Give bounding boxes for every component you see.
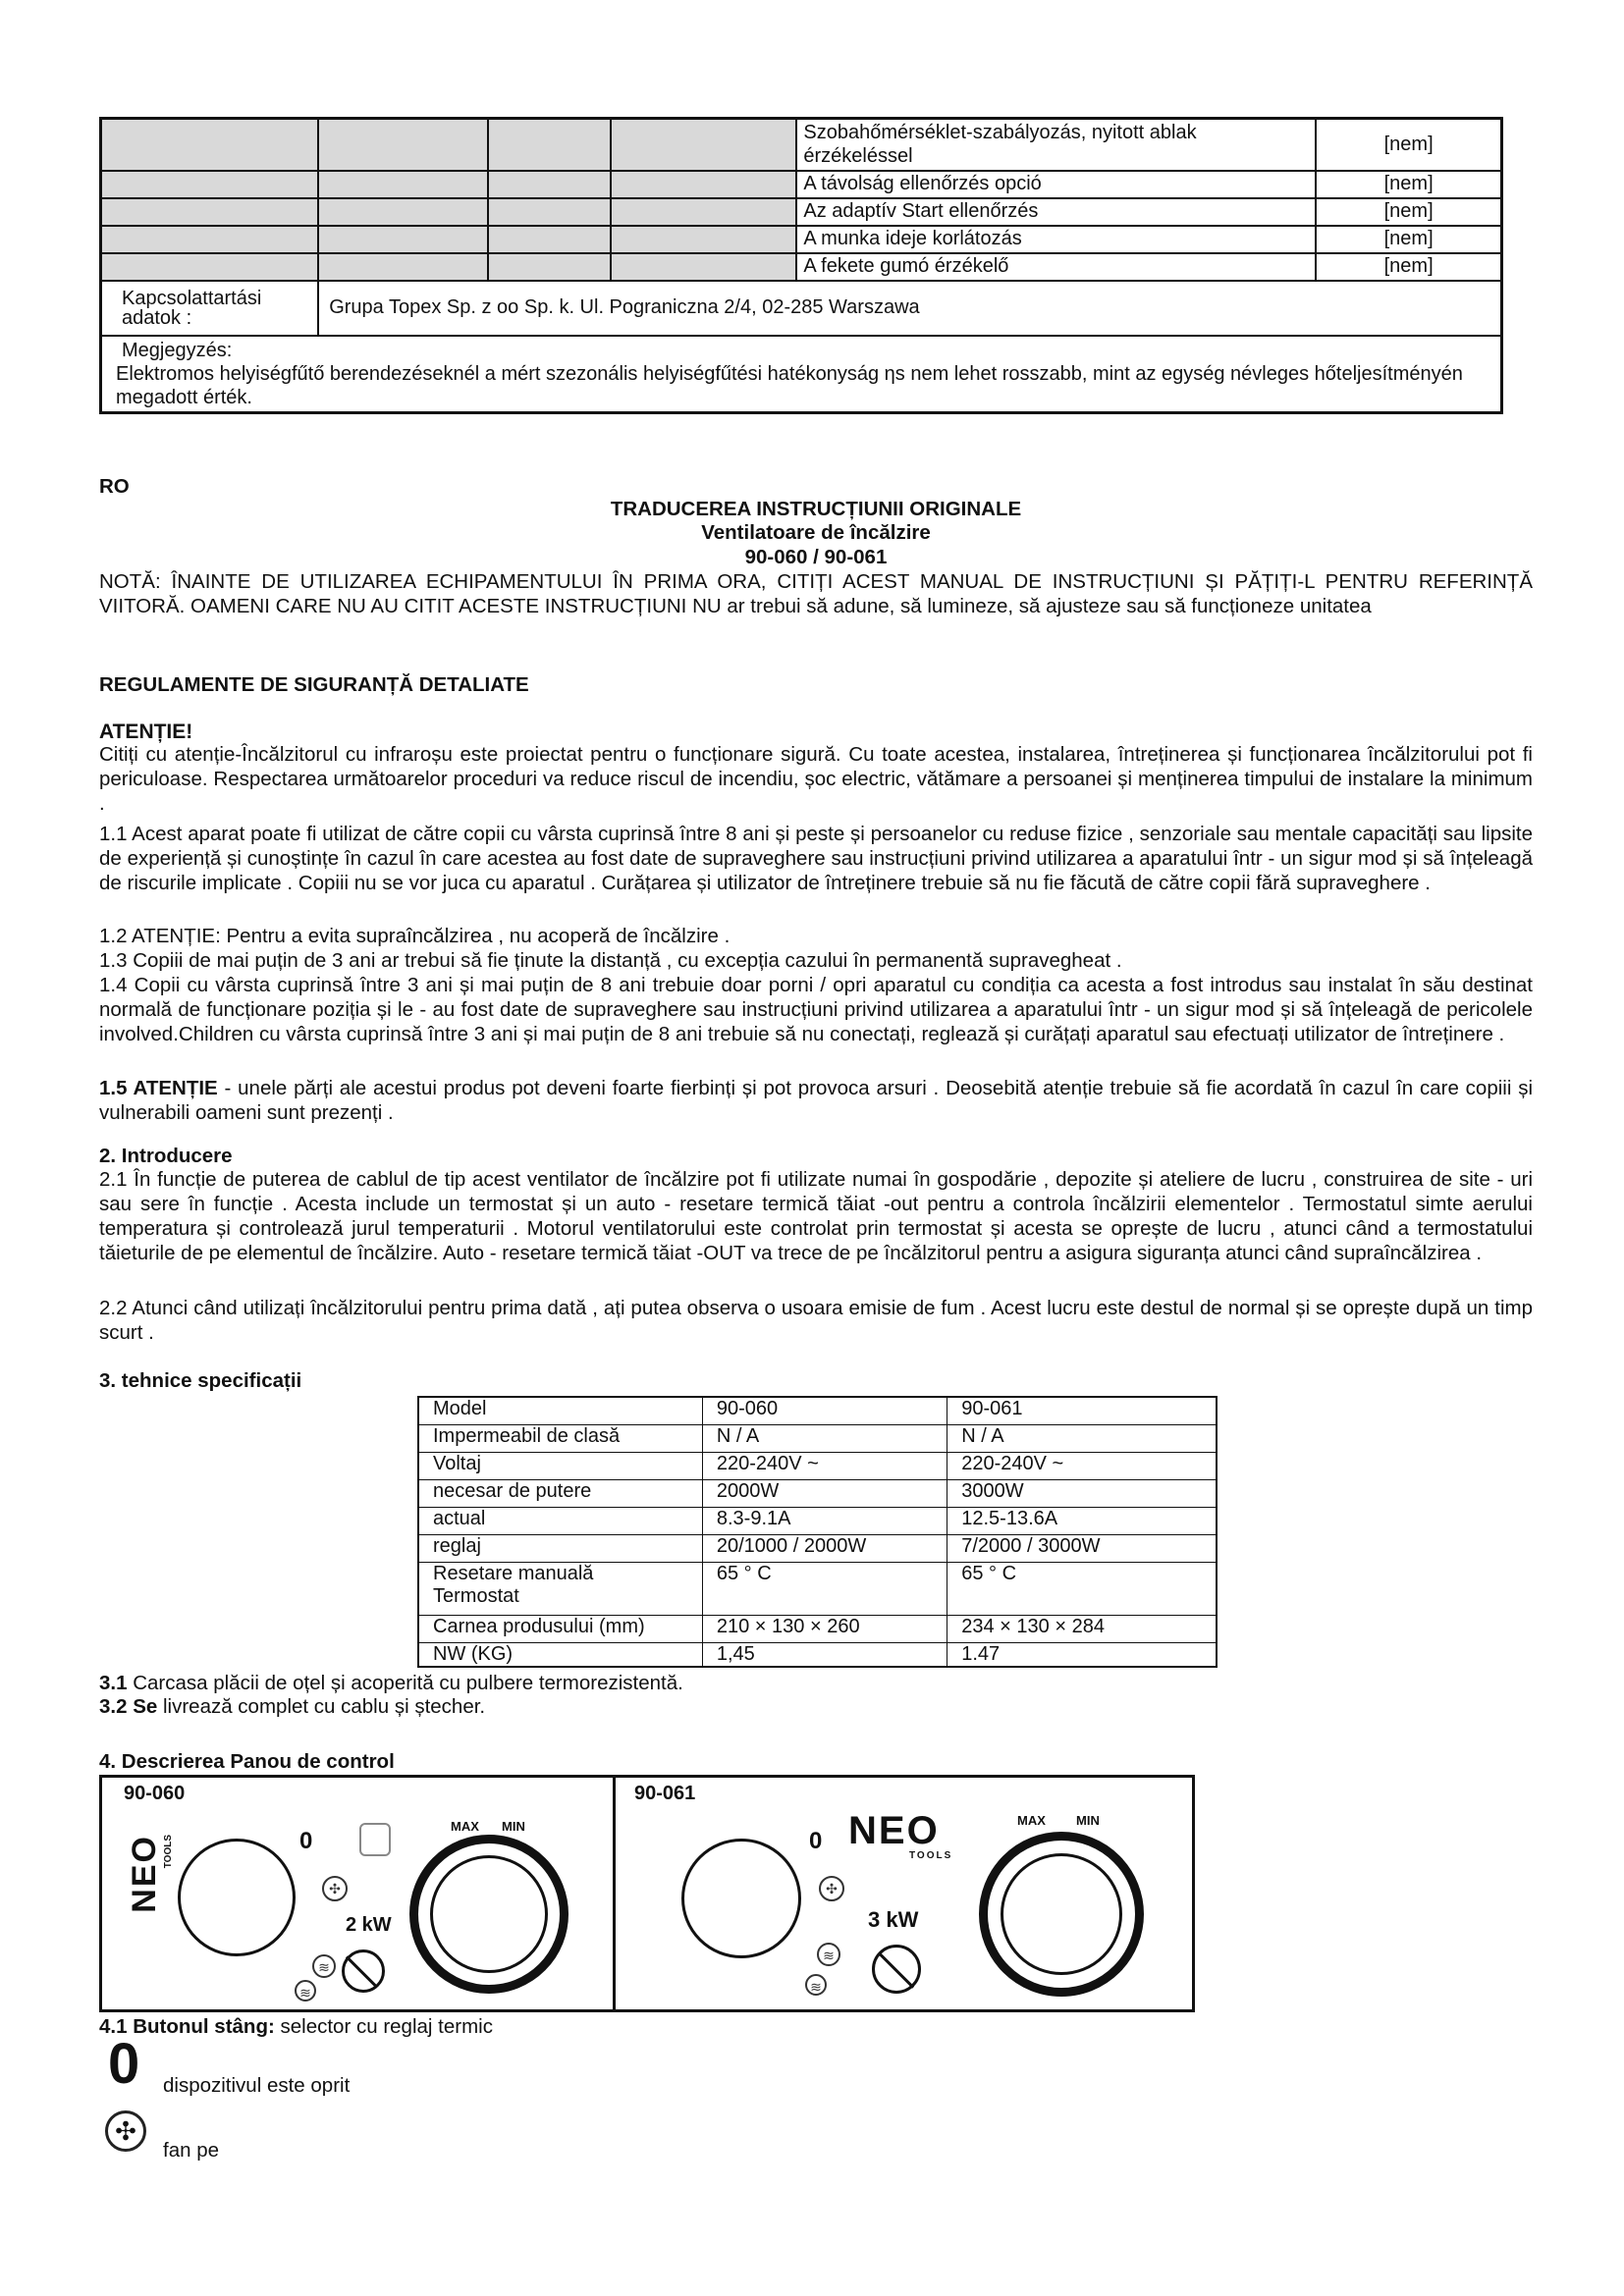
- contact-label: Kapcsolattartási adatok :: [101, 281, 319, 336]
- table-row: [101, 226, 1502, 253]
- do-not-cover-icon: [872, 1945, 921, 1994]
- spec-cell: 90-061: [947, 1397, 1217, 1424]
- specs-heading: 3. tehnice specificații: [99, 1369, 302, 1392]
- note-cell: [101, 336, 1502, 413]
- off-description: dispozitivul este oprit: [163, 2074, 351, 2097]
- doc-models: 90-060 / 90-061: [744, 546, 888, 568]
- left-button-text: selector cu reglaj termic: [274, 2015, 493, 2038]
- note-3-1: [99, 1671, 683, 1695]
- right-model-label: 90-061: [634, 1783, 696, 1804]
- off-position-symbol: 0: [809, 1828, 823, 1854]
- note-3-2: [99, 1694, 485, 1719]
- left-model-label: 90-060: [124, 1783, 186, 1804]
- table-row: [418, 1397, 1217, 1424]
- indicator-lamp-icon: [359, 1823, 391, 1856]
- feature-value: [nem]: [1316, 198, 1501, 226]
- feature-value: [nem]: [1316, 119, 1501, 171]
- feature-value: [nem]: [1316, 226, 1501, 253]
- intro-2-1: 2.1 În funcție de puterea de cablul de tip acest ventilator de încălzire pot fi utilizate numai în gospodărie , depozite și ateliere de lucru , construirea de site - uri sau sere în funcție . Acesta include un termostat și un auto - resetare termică tăiat -out pentru a controla încălzirii elementelor . Termostatul simte aerului temperatura și controlează jurul temperaturii . Motorul ventilatorului este controlat prin termostat și acesta se oprește de lucru , atunci când a termostatului tăieturile de pe elementul de încălzire. Auto - resetare termică tăiat -OUT va trece de pe încălzitorul pentru a asigura siguranța atunci când supraîncălzirea .: [99, 1168, 1533, 1264]
- panel-heading: 4. Descrierea Panou de control: [99, 1750, 395, 1773]
- spec-cell: 20/1000 / 2000W: [702, 1534, 947, 1562]
- left-button-description: [99, 2014, 493, 2039]
- feature-label: A távolság ellenőrzés opció: [796, 171, 1316, 198]
- note-3-1-text: Carcasa plăcii de oțel și acoperită cu pulbere termorezistentă.: [127, 1672, 683, 1694]
- safety-1-3: 1.3 Copiii de mai puțin de 3 ani ar trebui să fie ținute la distanță , cu excepția cazului în permanentă supravegheat .: [99, 949, 1122, 972]
- left-power-label: 2 kW: [346, 1914, 392, 1936]
- note-3-2-text: livrează complet cu cablu și ștecher.: [157, 1695, 486, 1718]
- spec-cell: 234 × 130 × 284: [947, 1615, 1217, 1642]
- max-label: MAX: [451, 1819, 479, 1834]
- table-row: [418, 1615, 1217, 1642]
- spec-cell: 3000W: [947, 1479, 1217, 1507]
- table-row: [418, 1479, 1217, 1507]
- safety-intro: Citiți cu atenție-Încălzitorul cu infraroșu este proiectat pentru o funcționare sigură. Cu toate acestea, instalarea, întreținerea și funcționarea încălzitorului pot fi periculoase. Respectarea următoarelor proceduri va reduce riscul de incendiu, șoc electric, vătămare a persoanei și menținerea timpului de instalare la minimum .: [99, 743, 1533, 815]
- left-thermostat-knob: [430, 1855, 548, 1973]
- table-row: [101, 119, 1502, 171]
- intro-2-2: 2.2 Atunci când utilizați încălzitorului pentru prima dată , ați putea observa o usoara emisie de fum . Acest lucru este destul de normal și se oprește după un timp scurt .: [99, 1297, 1533, 1344]
- feature-value: [nem]: [1316, 171, 1501, 198]
- note-3-2-label: 3.2 Se: [99, 1695, 158, 1718]
- heat-low-icon: ≋: [312, 1954, 336, 1978]
- right-thermostat-knob: [1001, 1853, 1122, 1975]
- attention-heading: ATENȚIE!: [99, 721, 193, 743]
- note-paragraph: NOTĂ: ÎNAINTE DE UTILIZAREA ECHIPAMENTULUI ÎN PRIMA ORA, CITIȚI ACEST MANUAL DE INSTRUCȚIUNI ȘI PĂȚIȚI-L PENTRU REFERINȚĂ VIITORĂ. OAMENI CARE NU AU CITIT ACESTE INSTRUCȚIUNI NU ar trebui să adune, să lumineze, să ajusteze sau să funcționeze unitatea: [99, 570, 1533, 617]
- feature-label: Szobahőmérséklet-szabályozás, nyitott ablak érzékeléssel: [796, 119, 1316, 171]
- spec-cell: NW (KG): [418, 1642, 702, 1667]
- note-label: Megjegyzés:: [122, 339, 233, 361]
- feature-label: A fekete gumó érzékelő: [796, 253, 1316, 281]
- feature-label: Az adaptív Start ellenőrzés: [796, 198, 1316, 226]
- max-label: MAX: [1017, 1813, 1046, 1828]
- spec-cell: 2000W: [702, 1479, 947, 1507]
- spec-table: [417, 1396, 1218, 1668]
- safety-1-5-label: 1.5 ATENȚIE: [99, 1077, 218, 1099]
- spec-cell: actual: [418, 1507, 702, 1534]
- spec-cell: 1,45: [702, 1642, 947, 1667]
- spec-cell: 65 ° C: [947, 1562, 1217, 1615]
- spec-cell: Impermeabil de clasă: [418, 1424, 702, 1452]
- heat-high-icon: ≋: [295, 1980, 316, 2002]
- spec-cell: 90-060: [702, 1397, 947, 1424]
- safety-1-1: 1.1 Acest aparat poate fi utilizat de către copii cu vârsta cuprinsă între 8 ani și peste și persoanelor cu reduse fizice , senzoriale sau mentale capacități sau lipsite de experiență și cunoștințe în cazul în care acestea au fost date de supraveghere sau instrucțiuni privind utilizarea a aparatului într - un sigur mod și să înțeleagă de riscurile implicate . Copiii nu se vor juca cu aparatul . Curățarea și utilizator de întreținere trebuie să nu fie făcută de către copii fără supraveghere .: [99, 823, 1533, 894]
- spec-cell: Carnea produsului (mm): [418, 1615, 702, 1642]
- contact-value: Grupa Topex Sp. z oo Sp. k. Ul. Pograniczna 2/4, 02-285 Warszawa: [318, 281, 1501, 336]
- note-text: Elektromos helyiségfűtő berendezéseknél a mért szezonális helyiségfűtési hatékonyság ηs nem lehet rosszabb, mint az egység névleges hőteljesítményén megadott érték.: [116, 362, 1463, 408]
- spec-cell: 1.47: [947, 1642, 1217, 1667]
- panel-divider: [613, 1778, 616, 2009]
- fan-icon: ✣: [819, 1876, 844, 1901]
- brand-logo: NEO: [126, 1835, 163, 1913]
- spec-cell: 210 × 130 × 260: [702, 1615, 947, 1642]
- fan-icon: ✣: [322, 1876, 348, 1901]
- off-symbol-icon: 0: [108, 2032, 140, 2096]
- min-label: MIN: [502, 1819, 525, 1834]
- neo-logo-vertical: [126, 1835, 163, 1913]
- safety-1-5-text: - unele părți ale acestui produs pot deveni foarte fierbinți și pot provoca arsuri . Deosebită atenție trebuie să fie acordată în cazul în care copiii și vulnerabili oameni sunt prezenți .: [99, 1077, 1533, 1124]
- safety-1-2: 1.2 ATENȚIE: Pentru a evita supraîncălzirea , nu acoperă de încălzire .: [99, 925, 731, 947]
- table-row: [418, 1562, 1217, 1615]
- table-row: [418, 1507, 1217, 1534]
- table-row: [418, 1424, 1217, 1452]
- spec-cell: 65 ° C: [702, 1562, 947, 1615]
- note-row: [101, 336, 1502, 413]
- ecodesign-table: [99, 117, 1503, 414]
- doc-subtitle: Ventilatoare de încălzire: [701, 521, 931, 544]
- spec-cell: N / A: [947, 1424, 1217, 1452]
- spec-cell: 12.5-13.6A: [947, 1507, 1217, 1534]
- control-panel-figure: [99, 1775, 1195, 2012]
- min-label: MIN: [1076, 1813, 1100, 1828]
- doc-title: TRADUCEREA INSTRUCȚIUNII ORIGINALE: [610, 498, 1022, 520]
- spec-cell: 220-240V ~: [702, 1452, 947, 1479]
- brand-logo: NEO: [848, 1809, 940, 1852]
- spec-cell: Resetare manuală Termostat: [418, 1562, 702, 1615]
- heat-low-icon: ≋: [817, 1943, 840, 1966]
- left-button-label: 4.1 Butonul stâng:: [99, 2015, 275, 2038]
- brand-logo-sub: TOOLS: [163, 1835, 174, 1869]
- spec-cell: 8.3-9.1A: [702, 1507, 947, 1534]
- brand-logo-sub: TOOLS: [909, 1850, 953, 1861]
- table-row: [418, 1534, 1217, 1562]
- heat-high-icon: ≋: [805, 1974, 827, 1996]
- safety-heading: REGULAMENTE DE SIGURANȚĂ DETALIATE: [99, 673, 529, 696]
- fan-description: fan pe: [163, 2139, 219, 2162]
- contact-row: [101, 281, 1502, 336]
- spec-cell: necesar de putere: [418, 1479, 702, 1507]
- do-not-cover-icon: [342, 1949, 385, 1993]
- note-3-1-label: 3.1: [99, 1672, 128, 1694]
- safety-1-5: [99, 1076, 1533, 1125]
- table-row: [101, 171, 1502, 198]
- spec-cell: reglaj: [418, 1534, 702, 1562]
- fan-icon: ✣: [105, 2110, 146, 2152]
- right-selector-knob: [681, 1839, 801, 1958]
- table-row: [418, 1452, 1217, 1479]
- feature-label: A munka ideje korlátozás: [796, 226, 1316, 253]
- table-row: [101, 253, 1502, 281]
- right-power-label: 3 kW: [868, 1907, 919, 1932]
- spec-cell: N / A: [702, 1424, 947, 1452]
- spec-cell: Voltaj: [418, 1452, 702, 1479]
- table-row: [101, 198, 1502, 226]
- intro-heading: 2. Introducere: [99, 1145, 233, 1167]
- left-selector-knob: [178, 1839, 296, 1956]
- spec-cell: Model: [418, 1397, 702, 1424]
- spec-cell: 220-240V ~: [947, 1452, 1217, 1479]
- language-tag: RO: [99, 475, 130, 498]
- feature-value: [nem]: [1316, 253, 1501, 281]
- table-row: [418, 1642, 1217, 1667]
- off-position-symbol: 0: [299, 1828, 313, 1854]
- safety-1-4: 1.4 Copii cu vârsta cuprinsă între 3 ani și mai puțin de 8 ani trebuie doar porni / opri aparatul cu condiția ca acesta a fost introdus sau instalat în său destinat normală de funcționare poziția și le - au fost date de supraveghere sau instrucțiuni privind utilizarea a aparatului într - un sigur mod și să înțeleagă de pericolele involved.Children cu vârsta cuprinsă între 3 ani și mai puțin de 8 ani trebuie să nu conectați, reglează și curățați aparatul sau efectuați utilizator de întreținere .: [99, 974, 1533, 1045]
- spec-cell: 7/2000 / 3000W: [947, 1534, 1217, 1562]
